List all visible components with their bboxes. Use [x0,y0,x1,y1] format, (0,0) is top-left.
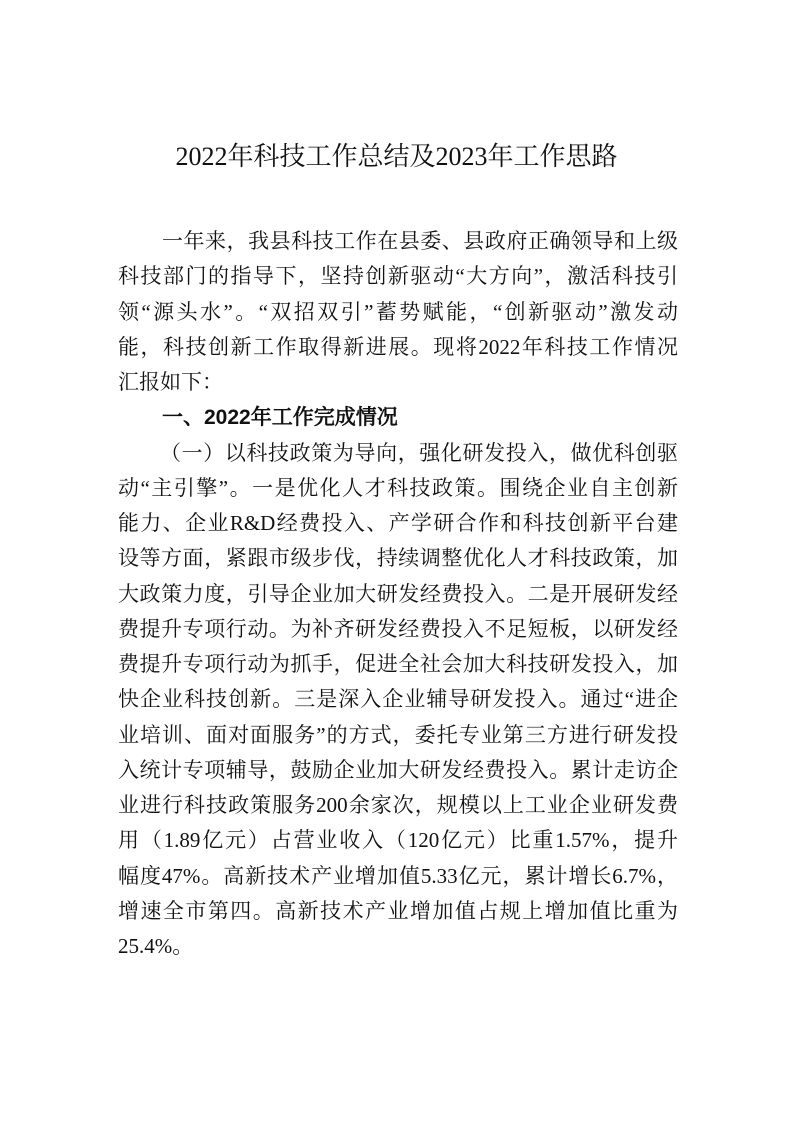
paragraph-line: 设等方面，紧跟市级步伐，持续调整优化人才科技政策，加 [118,546,678,571]
paragraph-line: 业进行科技政策服务200余家次，规模以上工业企业研发费 [118,793,678,817]
paragraph-line: 费提升专项行动为抓手，促进全社会加大科技研发投入，加 [118,652,678,676]
paragraph-line: 一年来，我县科技工作在县委、县政府正确领导和上级 [162,229,678,253]
section1-paragraph [118,436,678,965]
paragraph-line: 动“主引擎”。一是优化人才科技政策。围绕企业自主创新 [118,475,678,500]
section-heading: 一、2022年工作完成情况 [162,406,398,430]
paragraph-line: 能力、企业R&D经费投入、产学研合作和科技创新平台建 [118,511,678,535]
intro-paragraph [118,224,678,400]
paragraph-line: 科技部门的指导下，坚持创新驱动“大方向”，激活科技引 [118,264,678,289]
paragraph-line: 能，科技创新工作取得新进展。现将2022年科技工作情况 [118,334,678,359]
paragraph-line: 入统计专项辅导，鼓励企业加大研发经费投入。累计走访企 [118,757,678,782]
paragraph-line: 大政策力度，引导企业加大研发经费投入。二是开展研发经 [118,581,678,606]
paragraph-line: 领“源头水”。“双招双引”蓄势赋能，“创新驱动”激发动 [118,299,678,324]
paragraph-line: 增速全市第四。高新技术产业增加值占规上增加值比重为 [118,898,678,923]
paragraph-line: 25.4%。 [118,934,194,958]
document-body [118,224,678,964]
paragraph-line: 快企业科技创新。三是深入企业辅导研发投入。通过“进企 [118,687,678,712]
paragraph-line: 用（1.89亿元）占营业收入（120亿元）比重1.57%，提升 [118,828,678,853]
paragraph-line: 幅度47%。高新技术产业增加值5.33亿元，累计增长6.7%， [118,863,678,888]
paragraph-line: 汇报如下： [118,370,223,394]
paragraph-line: 业培训、面对面服务”的方式，委托专业第三方进行研发投 [118,722,678,747]
paragraph-line: （一）以科技政策为导向，强化研发投入，做优科创驱 [160,440,678,465]
document-title: 2022年科技工作总结及2023年工作思路 [175,142,618,171]
paragraph-line: 费提升专项行动。为补齐研发经费投入不足短板，以研发经 [118,616,678,641]
